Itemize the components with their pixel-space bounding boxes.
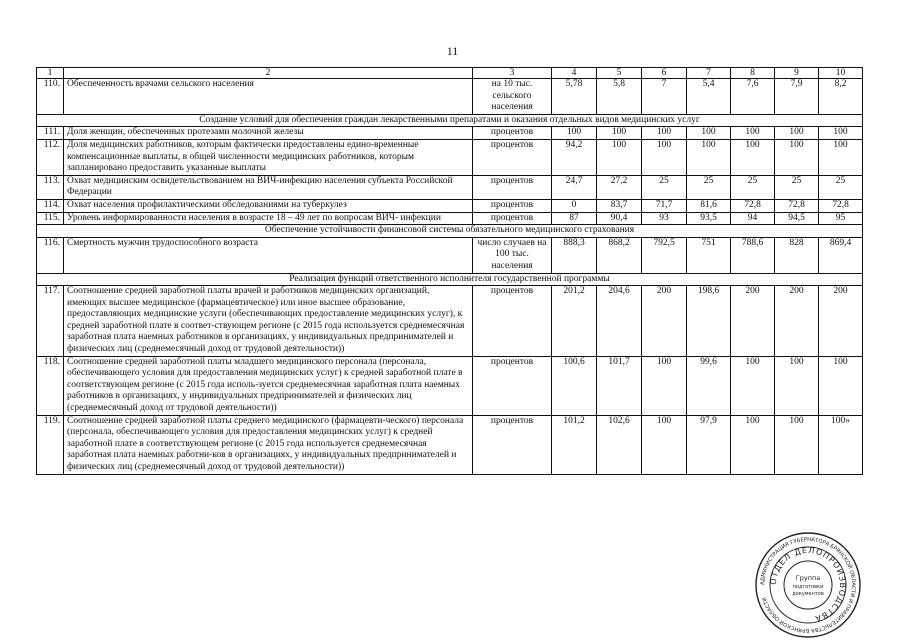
table-header-row [37,68,863,79]
value-cell: 7,9 [775,79,819,115]
value-cell: 100 [552,127,597,140]
stamp-dept-text: ОТДЕЛ ДЕЛОПРОИЗВОДСТВА [768,545,848,624]
section-row [37,273,863,286]
value-cell: 97,9 [687,415,731,474]
section-title: Реализация функций ответственного исполнителя государственной программы [37,273,863,286]
value-cell: 25 [775,175,819,199]
value-cell: 25 [687,175,731,199]
value-cell: 868,2 [597,237,642,273]
value-cell: 83,7 [597,199,642,212]
table-row [37,139,863,175]
value-cell: 25 [642,175,687,199]
value-cell: 72,8 [775,199,819,212]
value-cell: 81,6 [687,199,731,212]
value-cell: 100 [775,127,819,140]
value-cell: 200 [775,286,819,357]
page-number: 11 [446,44,459,58]
value-cell: 95 [819,212,863,225]
value-cell: 100 [642,127,687,140]
value-cell: 200 [642,286,687,357]
value-cell: 198,6 [687,286,731,357]
table-row [37,356,863,415]
header-cell: 8 [731,68,775,79]
unit-cell: процентов [473,175,552,199]
table-row [37,212,863,225]
section-title: Обеспечение устойчивости финансовой системы обязательного медицинского страхования [37,225,863,238]
section-title: Создание условий для обеспечения граждан лекарственными препаратами и оказания отдельных видов медицинских услуг [37,114,863,127]
value-cell: 25 [819,175,863,199]
stamp-ring-text: АДМИНИСТРАЦИЯ ГУБЕРНАТОРА БРЯНСКОЙ ОБЛАСТИ И ПРАВИТЕЛЬСТВА БРЯНСКОЙ ОБЛАСТИ [759,536,857,634]
value-cell: 869,4 [819,237,863,273]
stamp-inner-line: подготовки [792,584,824,590]
header-cell: 5 [597,68,642,79]
row-number: 118. [37,356,64,415]
value-cell: 751 [687,237,731,273]
table-row [37,175,863,199]
section-row [37,114,863,127]
value-cell: 5,78 [552,79,597,115]
value-cell: 200 [731,286,775,357]
indicator-name: Соотношение средней заработной платы врачей и работников медицинских организаций, имеющих высшее медицинское (фармацевтическое) или иное высшее образование, предоставляющих медицинские услуги (обеспечивающих предоставление медицинских услуг), к средней заработной плате в соответ-ствующем регионе (с 2015 года используется среднемесячная заработная плата наемных работников в организациях, у индивидуальных предпринимателей и физических лиц (среднемесячный доход от трудовой деятельности)) [64,286,473,357]
value-cell: 200 [819,286,863,357]
value-cell: 101,7 [597,356,642,415]
header-cell: 10 [819,68,863,79]
value-cell: 25 [731,175,775,199]
row-number: 115. [37,212,64,225]
indicator-name: Соотношение средней заработной платы младшего медицинского персонала (персонала, обеспечивающего условия для предоставления медицинских услуг) к средней заработной плате в соответствующем регионе (с 2015 года исполь-зуется среднемесячная заработная плата наемных работников в организациях, у индивидуальных предпринимателей и физических лиц (среднемесячный доход от трудовой деятельности)) [64,356,473,415]
header-cell: 1 [37,68,64,79]
header-cell: 4 [552,68,597,79]
value-cell: 204,6 [597,286,642,357]
value-cell: 100 [642,139,687,175]
unit-cell: процентов [473,356,552,415]
indicator-name: Доля женщин, обеспеченных протезами молочной железы [64,127,473,140]
value-cell: 7 [642,79,687,115]
value-cell: 100 [819,356,863,415]
value-cell: 828 [775,237,819,273]
value-cell: 100 [819,139,863,175]
value-cell: 72,8 [819,199,863,212]
value-cell: 94,5 [775,212,819,225]
value-cell: 93,5 [687,212,731,225]
indicator-name: Охват медицинским освидетельствованием на ВИЧ-инфекцию населения субъекта Российской Федерации [64,175,473,199]
value-cell: 99,6 [687,356,731,415]
header-cell: 2 [64,68,473,79]
row-number: 110. [37,79,64,115]
value-cell: 100» [819,415,863,474]
indicator-name: Смертность мужчин трудоспособного возраста [64,237,473,273]
value-cell: 101,2 [552,415,597,474]
table-row [37,415,863,474]
row-number: 114. [37,199,64,212]
table-body [37,68,863,475]
stamp-inner-line: документов [792,591,824,597]
value-cell: 100 [775,415,819,474]
unit-cell: процентов [473,139,552,175]
value-cell: 27,2 [597,175,642,199]
unit-cell: процентов [473,212,552,225]
value-cell: 0 [552,199,597,212]
unit-cell: на 10 тыс. сельского населения [473,79,552,115]
value-cell: 100 [597,139,642,175]
value-cell: 888,3 [552,237,597,273]
header-cell: 7 [687,68,731,79]
unit-cell: процентов [473,199,552,212]
unit-cell: процентов [473,127,552,140]
value-cell: 100 [687,127,731,140]
table-row [37,286,863,357]
value-cell: 100 [775,139,819,175]
indicator-name: Охват населения профилактическими обследованиями на туберкулез [64,199,473,212]
value-cell: 90,4 [597,212,642,225]
value-cell: 94,2 [552,139,597,175]
header-cell: 3 [473,68,552,79]
value-cell: 100,6 [552,356,597,415]
row-number: 113. [37,175,64,199]
section-row [37,225,863,238]
value-cell: 100 [597,127,642,140]
value-cell: 100 [819,127,863,140]
value-cell: 7,6 [731,79,775,115]
value-cell: 100 [731,356,775,415]
value-cell: 71,7 [642,199,687,212]
value-cell: 8,2 [819,79,863,115]
indicators-table [36,67,863,475]
value-cell: 100 [687,139,731,175]
value-cell: 100 [731,139,775,175]
value-cell: 24,7 [552,175,597,199]
row-number: 119. [37,415,64,474]
value-cell: 100 [642,356,687,415]
unit-cell: число случаев на 100 тыс. населения [473,237,552,273]
header-cell: 9 [775,68,819,79]
indicator-name: Уровень информированности населения в возрасте 18 – 49 лет по вопросам ВИЧ- инфекции [64,212,473,225]
header-cell: 6 [642,68,687,79]
official-stamp [745,530,871,640]
value-cell: 792,5 [642,237,687,273]
row-number: 111. [37,127,64,140]
value-cell: 102,6 [597,415,642,474]
unit-cell: процентов [473,286,552,357]
table-row [37,79,863,115]
value-cell: 100 [775,356,819,415]
row-number: 116. [37,237,64,273]
value-cell: 788,6 [731,237,775,273]
indicator-name: Соотношение средней заработной платы среднего медицинского (фармацевти-ческого) персонала (персонала, обеспечивающего условия для предоставления медицинских услуг) к средней заработной плате в соответствующем регионе (с 2015 года используется среднемесячная заработная плата наемных работни-ков в организациях, у индивидуальных предпринимателей и физических лиц (среднемесячный доход от трудовой деятельности)) [64,415,473,474]
value-cell: 100 [731,415,775,474]
unit-cell: процентов [473,415,552,474]
value-cell: 201,2 [552,286,597,357]
value-cell: 100 [642,415,687,474]
row-number: 112. [37,139,64,175]
value-cell: 94 [731,212,775,225]
row-number: 117. [37,286,64,357]
value-cell: 87 [552,212,597,225]
value-cell: 5,4 [687,79,731,115]
value-cell: 93 [642,212,687,225]
table-row [37,199,863,212]
indicator-name: Обеспеченность врачами сельского населения [64,79,473,115]
value-cell: 100 [731,127,775,140]
indicator-name: Доля медицинских работников, которым фактически предоставлены едино-временные компенсационные выплаты, в общей численности медицинских работников, которым запланировано предоставить указанные выплаты [64,139,473,175]
table-row [37,237,863,273]
value-cell: 72,8 [731,199,775,212]
value-cell: 5,8 [597,79,642,115]
stamp-inner-line: Группа [795,574,821,582]
table-row [37,127,863,140]
